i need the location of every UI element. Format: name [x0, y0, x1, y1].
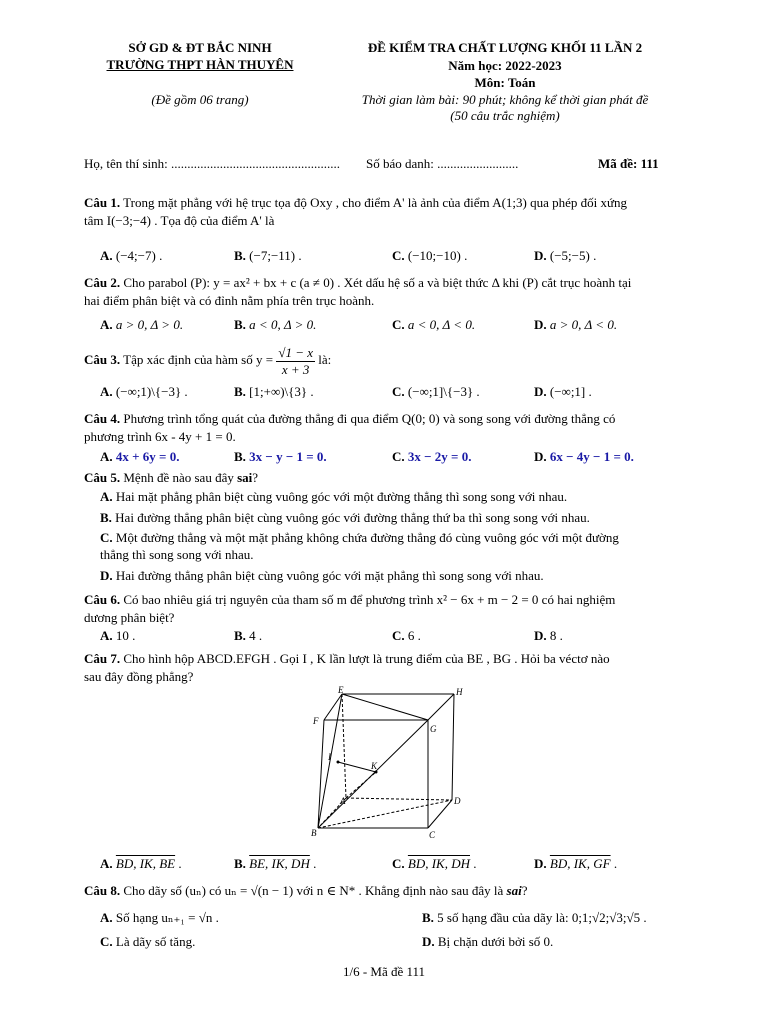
question-6: [84, 591, 690, 627]
label-C: C: [429, 830, 436, 840]
school-year: Năm học: 2022-2023: [448, 58, 562, 73]
question-text-2: dương phân biệt?: [84, 610, 175, 625]
question-text: Cho dãy số (uₙ) có uₙ = √(n − 1) với n ∈ N* . Khẳng định nào sau đây là: [123, 883, 504, 898]
label-K: K: [371, 761, 378, 771]
question-label: Câu 2.: [84, 275, 121, 290]
page-footer: 1/6 - Mã đề 111: [342, 964, 426, 979]
q1-option-b[interactable]: B. (−7;−11) .: [234, 248, 302, 263]
q2-option-d[interactable]: D. a > 0, Δ < 0.: [534, 317, 618, 332]
fraction-numerator: √1 − x: [278, 344, 314, 360]
question-text-bold: sai: [237, 470, 253, 485]
q8-option-b[interactable]: B. 5 số hạng đầu của dãy là: 0;1;√2;√3;√5 .: [422, 910, 647, 925]
candidate-name-field: Họ, tên thí sinh: ....................................................: [84, 156, 341, 171]
question-label: Câu 5.: [84, 470, 121, 485]
question-8: Câu 8. Cho dãy số (uₙ) có uₙ = √(n − 1) với n ∈ N* . Khẳng định nào sau đây là sai?: [84, 883, 528, 898]
question-label: Câu 4.: [84, 411, 121, 426]
question-label: Câu 1.: [84, 195, 121, 210]
question-text-2: hai điểm phân biệt và có đỉnh nằm phía trên trục hoành.: [84, 293, 375, 308]
q5-option-a[interactable]: A. Hai mặt phẳng phân biệt cùng vuông góc với một đường thẳng thì song song với nhau.: [100, 489, 568, 504]
q5-option-c-cont: thẳng thì song song với nhau.: [100, 547, 254, 562]
q3-option-b[interactable]: B. [1;+∞)\{3} .: [234, 384, 314, 399]
question-5: Câu 5. Mệnh đề nào sau đây sai?: [84, 470, 259, 485]
label-D: D: [454, 796, 461, 806]
question-3: [84, 342, 690, 378]
question-2: [84, 274, 690, 310]
q1-option-d[interactable]: D. (−5;−5) .: [534, 248, 597, 263]
question-4: [84, 410, 690, 446]
q4-option-c[interactable]: C. 3x − 2y = 0.: [392, 449, 472, 464]
dept-name: SỞ GD & ĐT BẮC NINH: [128, 40, 272, 55]
candidate-id-field: Số báo danh: .........................: [366, 156, 519, 171]
q8-option-d[interactable]: D. Bị chặn dưới bởi số 0.: [422, 934, 554, 949]
q6-option-d[interactable]: D. 8 .: [534, 628, 563, 643]
question-text: Trong mặt phẳng với hệ trục tọa độ Oxy , cho điểm A' là ảnh của điểm A(1;3) qua phép đối xứng: [123, 195, 628, 210]
q1-option-a[interactable]: A. (−4;−7) .: [100, 248, 163, 263]
function-fraction: [276, 345, 315, 378]
question-text: Có bao nhiêu giá trị nguyên của tham số m để phương trình x² − 6x + m − 2 = 0 có hai nghiệm: [123, 592, 616, 607]
question-text: Mệnh đề nào sau đây: [123, 470, 234, 485]
q5-option-d[interactable]: D. Hai đường thẳng phân biệt cùng vuông góc với mặt phẳng thì song song với nhau.: [100, 568, 544, 583]
exam-title: ĐỀ KIỂM TRA CHẤT LƯỢNG KHỐI 11 LẦN 2: [367, 40, 643, 55]
q3-option-d[interactable]: D. (−∞;1] .: [534, 384, 592, 399]
q5-option-b[interactable]: B. Hai đường thẳng phân biệt cùng vuông góc với đường thẳng thứ ba thì song song với nhau.: [100, 510, 590, 525]
q6-option-a[interactable]: A. 10 .: [100, 628, 136, 643]
question-text: Phương trình tổng quát của đường thẳng đi qua điểm Q(0; 0) và song song với đường thẳng có: [123, 411, 616, 426]
label-B: B: [311, 828, 317, 838]
question-label: Câu 3.: [84, 352, 121, 367]
q7-option-a[interactable]: A. BD, IK, BE .: [100, 856, 182, 871]
time-note: Thời gian làm bài: 90 phút; không kể thời gian phát đề: [361, 92, 649, 107]
q6-option-b[interactable]: B. 4 .: [234, 628, 263, 643]
edge-EG: [342, 694, 428, 720]
edge-EA: [342, 694, 346, 798]
edge-GH: [428, 694, 454, 720]
question-label: Câu 8.: [84, 883, 121, 898]
fraction-denominator: x + 3: [281, 361, 310, 377]
question-label: Câu 7.: [84, 651, 121, 666]
q5-option-c[interactable]: C. Một đường thẳng và một mặt phẳng không chứa đường thẳng đó cùng vuông góc với một đường: [100, 530, 619, 545]
question-text: Cho hình hộp ABCD.EFGH . Gọi I , K lần lượt là trung điểm của BE , BG . Hỏi ba véctơ nào: [123, 651, 610, 666]
q6-option-c[interactable]: C. 6 .: [392, 628, 421, 643]
q8-option-c[interactable]: C. Là dãy số tăng.: [100, 934, 196, 949]
q3-option-a[interactable]: A. (−∞;1)\{−3} .: [100, 384, 188, 399]
label-G: G: [430, 724, 437, 734]
q8-option-a[interactable]: A. Số hạng uₙ₊₁ = √n .: [100, 910, 219, 925]
question-text: Tập xác định của hàm số y =: [123, 352, 274, 367]
q2-option-c[interactable]: C. a < 0, Δ < 0.: [392, 317, 476, 332]
q1-option-c[interactable]: C. (−10;−10) .: [392, 248, 468, 263]
question-count: (50 câu trắc nghiệm): [450, 108, 560, 123]
school-name: TRƯỜNG THPT HÀN THUYÊN: [106, 57, 294, 72]
question-7: [84, 650, 690, 686]
label-F: F: [313, 716, 319, 726]
question-text-bold: sai: [506, 883, 522, 898]
label-I: I: [328, 752, 331, 762]
label-H: H: [456, 687, 463, 697]
q7-option-b[interactable]: B. BE, IK, DH .: [234, 856, 317, 871]
parallelepiped-figure: [308, 686, 468, 840]
q2-option-b[interactable]: B. a < 0, Δ > 0.: [234, 317, 317, 332]
q2-option-a[interactable]: A. a > 0, Δ > 0.: [100, 317, 184, 332]
label-E: E: [338, 686, 344, 695]
question-label: Câu 6.: [84, 592, 121, 607]
question-1: [84, 194, 690, 230]
q4-option-d[interactable]: D. 6x − 4y − 1 = 0.: [534, 449, 634, 464]
question-text-2: sau đây đồng phẳng?: [84, 669, 194, 684]
q3-option-c[interactable]: C. (−∞;1]\{−3} .: [392, 384, 480, 399]
q7-option-c[interactable]: C. BD, IK, DH .: [392, 856, 477, 871]
question-text-end: là:: [318, 352, 332, 367]
question-text-2: phương trình 6x - 4y + 1 = 0.: [84, 429, 236, 444]
question-text-2: tâm I(−3;−4) . Tọa độ của điểm A' là: [84, 213, 275, 228]
q4-option-a[interactable]: A. 4x + 6y = 0.: [100, 449, 180, 464]
q7-option-d[interactable]: D. BD, IK, GF .: [534, 856, 618, 871]
subject: Môn: Toán: [474, 75, 536, 90]
point-I: [337, 761, 340, 764]
question-text: Cho parabol (P): y = ax² + bx + c (a ≠ 0) . Xét dấu hệ số a và biệt thức Δ khi (P) cắt trục hoành tại: [123, 275, 632, 290]
edge-HD: [452, 694, 454, 800]
q4-option-b[interactable]: B. 3x − y − 1 = 0.: [234, 449, 327, 464]
exam-code: Mã đề: 111: [598, 156, 659, 171]
edge-AD: [346, 798, 452, 800]
pages-note: (Đề gồm 06 trang): [151, 92, 249, 107]
label-A: A: [340, 796, 346, 806]
